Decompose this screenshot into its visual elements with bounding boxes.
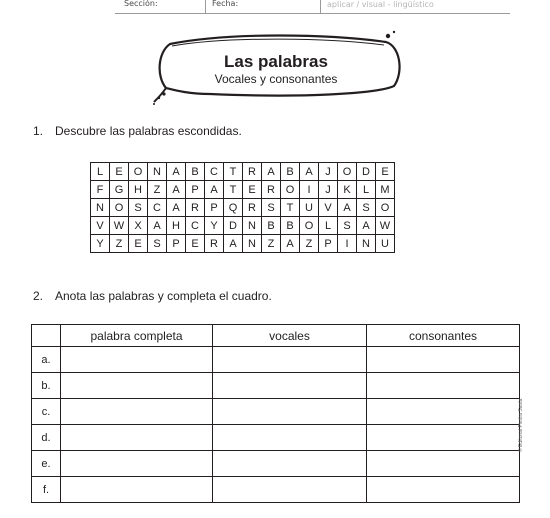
- word-search-cell: E: [186, 235, 205, 253]
- answer-table-index-header: [32, 325, 61, 347]
- consonantes-cell[interactable]: [367, 451, 520, 477]
- word-search-cell: A: [167, 199, 186, 217]
- fecha-label: Fecha:: [212, 0, 239, 8]
- answer-row: [32, 373, 520, 399]
- palabra-cell[interactable]: [61, 477, 213, 503]
- word-search-cell: B: [262, 217, 281, 235]
- word-search-cell: G: [110, 181, 129, 199]
- word-search-cell: H: [167, 217, 186, 235]
- word-search-cell: O: [300, 217, 319, 235]
- word-search-cell: J: [319, 181, 338, 199]
- title-badge: [150, 28, 402, 106]
- palabra-cell[interactable]: [61, 451, 213, 477]
- word-search-cell: P: [205, 199, 224, 217]
- word-search-cell: A: [167, 181, 186, 199]
- word-search-cell: N: [243, 235, 262, 253]
- word-search-cell: E: [376, 163, 395, 181]
- word-search-cell: P: [186, 181, 205, 199]
- header-divider: [320, 0, 321, 13]
- word-search-cell: A: [338, 199, 357, 217]
- vocales-cell[interactable]: [213, 425, 367, 451]
- word-search-cell: W: [110, 217, 129, 235]
- word-search-cell: T: [224, 181, 243, 199]
- word-search-cell: Z: [148, 181, 167, 199]
- word-search-row: [91, 181, 395, 199]
- consonantes-cell[interactable]: [367, 399, 520, 425]
- word-search-cell: A: [148, 217, 167, 235]
- word-search-cell: S: [262, 199, 281, 217]
- palabra-cell[interactable]: [61, 347, 213, 373]
- header-underline: [115, 13, 510, 14]
- vocales-cell[interactable]: [213, 451, 367, 477]
- word-search-cell: L: [319, 217, 338, 235]
- word-search-cell: B: [186, 163, 205, 181]
- skills-note: aplicar / visual - lingüístico: [327, 0, 434, 9]
- word-search-grid: [90, 162, 395, 253]
- word-search-row: [91, 235, 395, 253]
- word-search-cell: Z: [262, 235, 281, 253]
- word-search-cell: A: [281, 235, 300, 253]
- word-search-cell: S: [148, 235, 167, 253]
- word-search-cell: S: [129, 199, 148, 217]
- word-search-cell: N: [148, 163, 167, 181]
- word-search-cell: R: [205, 235, 224, 253]
- word-search-cell: W: [376, 217, 395, 235]
- answer-row-label: e.: [32, 451, 61, 477]
- answer-row: [32, 347, 520, 373]
- word-search-cell: I: [300, 181, 319, 199]
- activity-2-text: Anota las palabras y completa el cuadro.: [55, 289, 272, 303]
- word-search-cell: N: [243, 217, 262, 235]
- answer-row: [32, 399, 520, 425]
- vocales-cell[interactable]: [213, 477, 367, 503]
- word-search-cell: K: [338, 181, 357, 199]
- seccion-label: Sección:: [124, 0, 158, 8]
- activity-2-instruction: [33, 289, 272, 303]
- activity-1-text: Descubre las palabras escondidas.: [55, 124, 242, 138]
- vocales-cell[interactable]: [213, 373, 367, 399]
- word-search-cell: M: [376, 181, 395, 199]
- word-search-cell: S: [357, 199, 376, 217]
- word-search-cell: B: [281, 217, 300, 235]
- word-search-cell: S: [338, 217, 357, 235]
- word-search-cell: C: [148, 199, 167, 217]
- word-search-cell: Z: [300, 235, 319, 253]
- word-search-cell: P: [167, 235, 186, 253]
- word-search-cell: R: [186, 199, 205, 217]
- word-search-cell: Y: [205, 217, 224, 235]
- word-search-cell: R: [243, 163, 262, 181]
- word-search-cell: A: [262, 163, 281, 181]
- answer-row-label: a.: [32, 347, 61, 373]
- word-search-cell: T: [281, 199, 300, 217]
- word-search-cell: O: [281, 181, 300, 199]
- word-search-cell: E: [110, 163, 129, 181]
- word-search-cell: R: [262, 181, 281, 199]
- activity-1-number: 1.: [33, 124, 44, 138]
- activity-1-instruction: [33, 124, 242, 138]
- page-subtitle: Vocales y consonantes: [214, 72, 338, 86]
- answer-row-label: c.: [32, 399, 61, 425]
- word-search-cell: C: [205, 163, 224, 181]
- answer-row-label: b.: [32, 373, 61, 399]
- word-search-cell: I: [338, 235, 357, 253]
- answer-row: [32, 477, 520, 503]
- vocales-cell[interactable]: [213, 399, 367, 425]
- word-search-cell: A: [357, 217, 376, 235]
- palabra-cell[interactable]: [61, 425, 213, 451]
- word-search-cell: O: [376, 199, 395, 217]
- palabra-cell[interactable]: [61, 399, 213, 425]
- word-search-cell: T: [224, 163, 243, 181]
- publisher-note: © Editorial Piedra Santa: [518, 398, 524, 452]
- word-search-cell: U: [376, 235, 395, 253]
- word-search-cell: P: [319, 235, 338, 253]
- word-search-cell: U: [300, 199, 319, 217]
- answer-row: [32, 451, 520, 477]
- header-strip: [115, 0, 510, 14]
- word-search-cell: E: [129, 235, 148, 253]
- word-search-row: [91, 163, 395, 181]
- word-search-cell: D: [357, 163, 376, 181]
- word-search-cell: L: [357, 181, 376, 199]
- word-search-cell: N: [357, 235, 376, 253]
- word-search-row: [91, 199, 395, 217]
- word-search-cell: O: [110, 199, 129, 217]
- consonantes-cell[interactable]: [367, 347, 520, 373]
- consonantes-cell[interactable]: [367, 425, 520, 451]
- page-title: Las palabras: [224, 52, 328, 71]
- word-search-cell: A: [224, 235, 243, 253]
- word-search-cell: F: [91, 181, 110, 199]
- word-search-row: [91, 217, 395, 235]
- palabra-cell[interactable]: [61, 373, 213, 399]
- word-search-cell: J: [319, 163, 338, 181]
- consonantes-cell[interactable]: [367, 477, 520, 503]
- word-search-cell: R: [243, 199, 262, 217]
- word-search-cell: Z: [110, 235, 129, 253]
- word-search-cell: X: [129, 217, 148, 235]
- consonantes-cell[interactable]: [367, 373, 520, 399]
- word-search-cell: O: [129, 163, 148, 181]
- answer-row-label: f.: [32, 477, 61, 503]
- word-search-cell: A: [205, 181, 224, 199]
- word-search-cell: N: [91, 199, 110, 217]
- word-search-cell: Y: [91, 235, 110, 253]
- word-search-cell: C: [186, 217, 205, 235]
- word-search-cell: Q: [224, 199, 243, 217]
- word-search-cell: E: [243, 181, 262, 199]
- word-search-cell: O: [338, 163, 357, 181]
- answer-table-header-row: [32, 325, 520, 347]
- word-search-cell: V: [319, 199, 338, 217]
- answer-row-label: d.: [32, 425, 61, 451]
- word-search-cell: B: [281, 163, 300, 181]
- column-header-palabra: palabra completa: [61, 325, 213, 347]
- word-search-cell: L: [91, 163, 110, 181]
- answer-row: [32, 425, 520, 451]
- word-search-cell: A: [300, 163, 319, 181]
- word-search-cell: H: [129, 181, 148, 199]
- word-search-cell: D: [224, 217, 243, 235]
- vocales-cell[interactable]: [213, 347, 367, 373]
- column-header-consonantes: consonantes: [367, 325, 520, 347]
- word-search-cell: V: [91, 217, 110, 235]
- header-divider: [205, 0, 206, 13]
- column-header-vocales: vocales: [213, 325, 367, 347]
- answer-table: [31, 324, 520, 503]
- word-search-cell: A: [167, 163, 186, 181]
- activity-2-number: 2.: [33, 289, 44, 303]
